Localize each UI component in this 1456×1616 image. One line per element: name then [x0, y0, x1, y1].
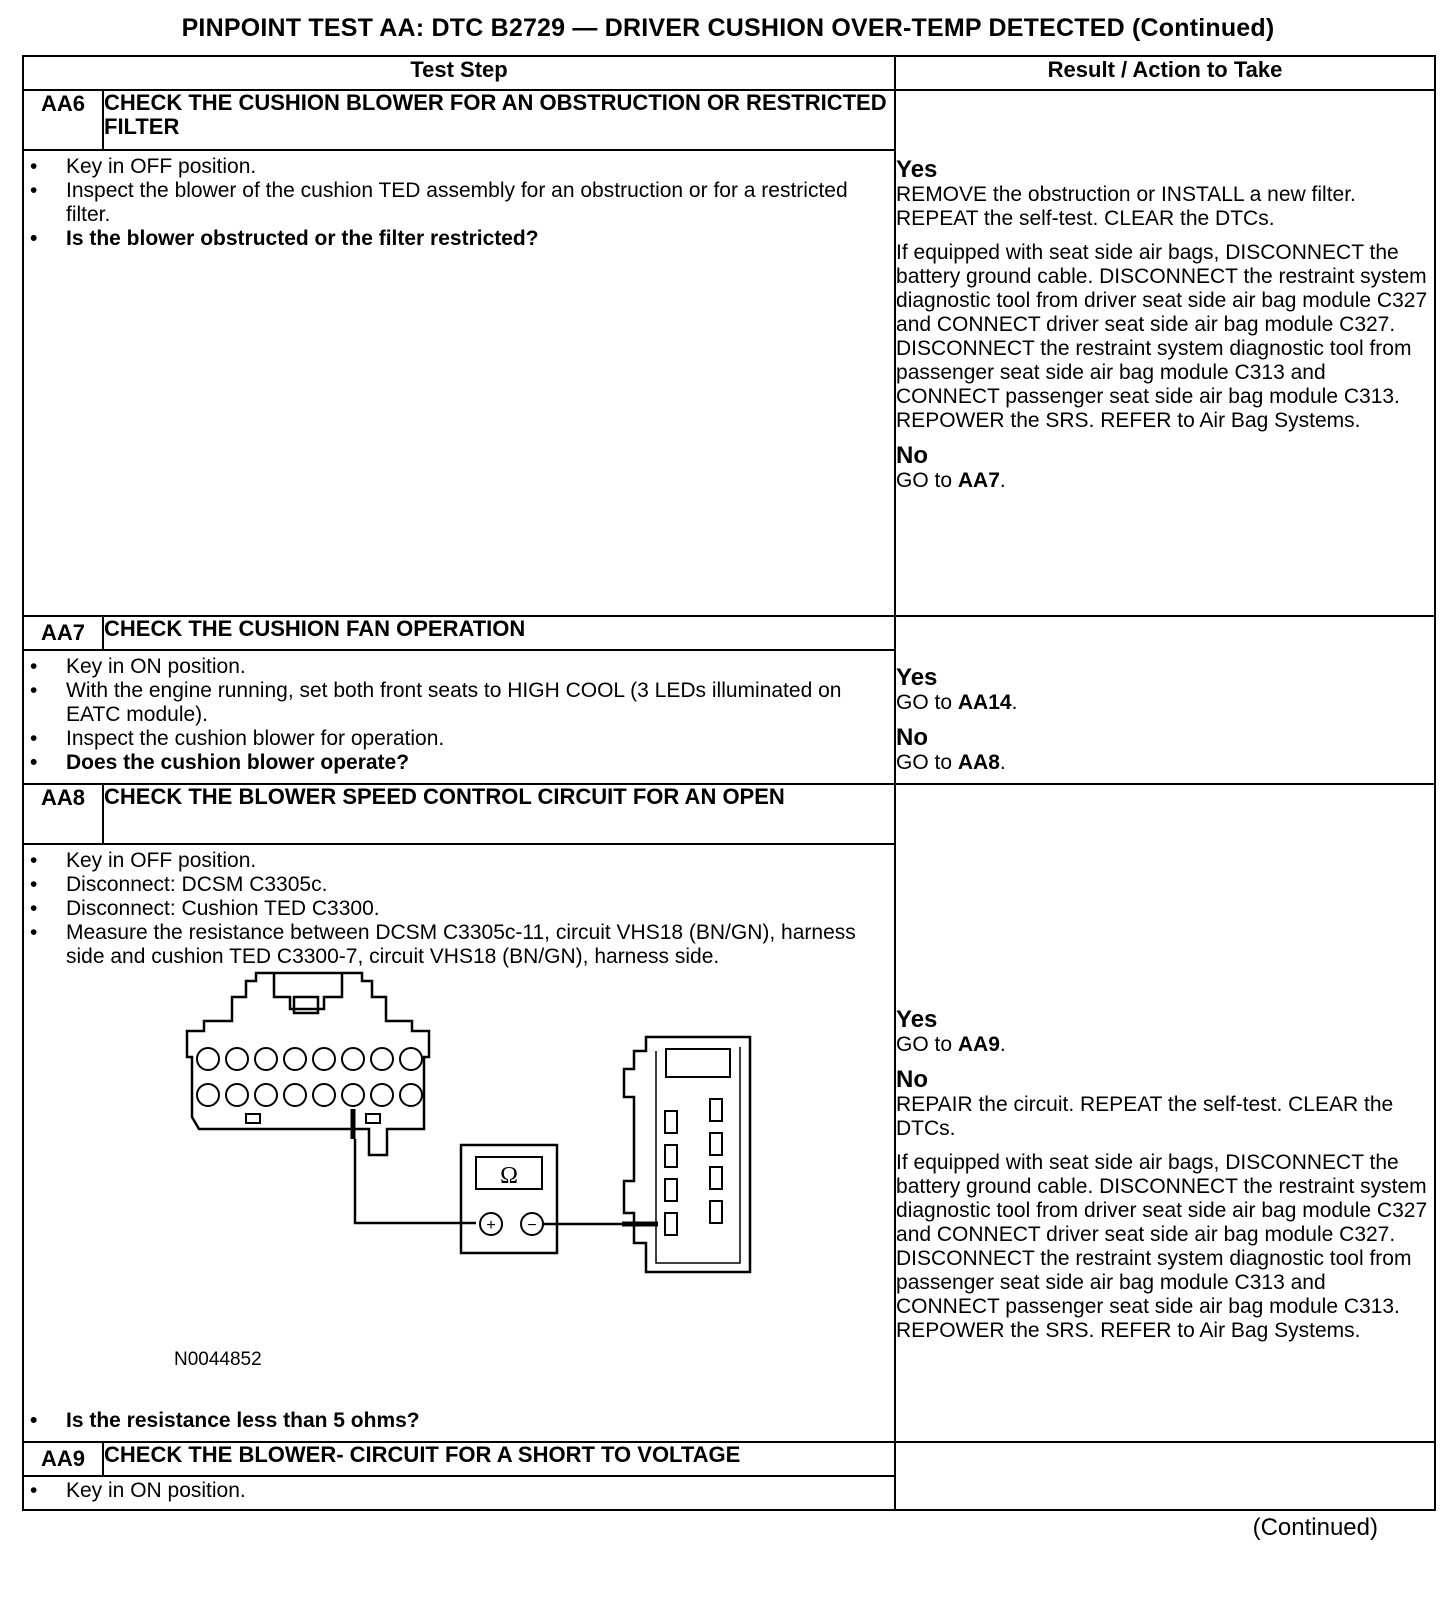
dcsm-latch-tab	[294, 997, 318, 1013]
step-title: CHECK THE BLOWER SPEED CONTROL CIRCUIT FOR AN OPEN	[103, 784, 895, 844]
list-item: • Key in ON position.	[24, 655, 894, 679]
result-yes-text	[896, 691, 1434, 715]
result-cell	[895, 784, 1435, 1442]
result-cell	[895, 90, 1435, 616]
step-bullet-list	[24, 1477, 894, 1503]
step-id: AA7	[23, 616, 103, 650]
step-bullet-list	[24, 651, 894, 775]
result-no-text	[896, 751, 1006, 774]
list-item: • Inspect the blower of the cushion TED assembly for an obstruction or for a restricted filter.	[24, 179, 894, 227]
result-no-note: If equipped with seat side air bags, DISCONNECT the battery ground cable. DISCONNECT the restraint system diagnostic tool from driver seat side air bag module C327 and CONNECT driver seat side air bag module C327. DISCONNECT the restraint system diagnostic tool from passenger seat side air bag module C313 and CONNECT passenger seat side air bag module C313. REPOWER the SRS. REFER to Air Bag Systems.	[896, 1151, 1428, 1342]
list-item: • Disconnect: Cushion TED C3300.	[24, 897, 894, 921]
page-title: PINPOINT TEST AA: DTC B2729 — DRIVER CUSHION OVER-TEMP DETECTED (Continued)	[181, 14, 1275, 42]
list-item: • Key in OFF position.	[24, 849, 894, 873]
result-yes-text	[896, 1033, 1434, 1057]
dcsm-pin-row-bottom	[197, 1084, 422, 1106]
result-no-label: No	[896, 442, 929, 469]
result-no-prefix: GO to	[896, 469, 958, 492]
connector-diagram-svg	[24, 969, 784, 1409]
step-bullet-list	[24, 1409, 894, 1433]
step-body	[23, 650, 895, 784]
result-no-text	[896, 469, 1006, 492]
test-lead-left	[355, 1139, 476, 1223]
result-no-text: REPAIR the circuit. REPEAT the self-test. CLEAR the DTCs.	[896, 1093, 1394, 1140]
step-title-row	[23, 616, 1435, 650]
result-yes-prefix: GO to	[896, 1033, 958, 1056]
step-id: AA8	[23, 784, 103, 844]
result-no-ref: AA7	[957, 469, 1000, 492]
step-title: CHECK THE BLOWER- CIRCUIT FOR A SHORT TO VOLTAGE	[103, 1442, 895, 1476]
step-title-row	[23, 1442, 1435, 1476]
step-title: CHECK THE CUSHION FAN OPERATION	[103, 616, 895, 650]
step-bullet-list	[24, 151, 894, 251]
ohmmeter	[461, 1145, 557, 1253]
list-item: • Key in ON position.	[24, 1479, 894, 1503]
list-item: • Measure the resistance between DCSM C3305c-11, circuit VHS18 (BN/GN), harness side and cushion TED C3300-7, circuit VHS18 (BN/GN), harness side.	[24, 921, 894, 969]
ted-connector-outline	[624, 1037, 750, 1272]
figure-code: N0044852	[174, 1349, 262, 1370]
result-no-label: No	[896, 724, 929, 751]
column-header-result: Result / Action to Take	[895, 56, 1435, 90]
step-title-row	[23, 90, 1435, 150]
column-header-test-step: Test Step	[23, 56, 895, 90]
connector-test-diagram	[24, 969, 784, 1409]
result-yes-text: REMOVE the obstruction or INSTALL a new filter. REPEAT the self-test. CLEAR the DTCs.	[896, 183, 1356, 230]
ted-latch-window	[666, 1049, 730, 1077]
dcsm-pin-row-top	[197, 1048, 422, 1070]
dcsm-latch	[274, 973, 342, 1009]
step-title: CHECK THE CUSHION BLOWER FOR AN OBSTRUCTION OR RESTRICTED FILTER	[103, 90, 895, 150]
list-item: • With the engine running, set both front seats to HIGH COOL (3 LEDs illuminated on EATC module).	[24, 679, 894, 727]
result-yes-label: Yes	[896, 664, 938, 691]
result-yes-ref: AA9	[957, 1033, 1000, 1056]
result-no-label: No	[896, 1066, 929, 1093]
result-yes-suffix: .	[1011, 691, 1018, 714]
step-title-row	[23, 784, 1435, 844]
result-cell	[895, 616, 1435, 784]
result-no-ref: AA8	[957, 751, 1000, 774]
ted-pin-column-left	[665, 1111, 677, 1235]
step-id: AA9	[23, 1442, 103, 1476]
result-yes-label: Yes	[896, 1006, 938, 1033]
table-header-row	[23, 56, 1435, 90]
step-question: • Is the resistance less than 5 ohms?	[24, 1409, 894, 1433]
step-question: • Is the blower obstructed or the filter restricted?	[24, 227, 894, 251]
step-question: • Does the cushion blower operate?	[24, 751, 894, 775]
result-yes-suffix: .	[999, 1033, 1006, 1056]
step-body	[23, 150, 895, 616]
list-item: • Inspect the cushion blower for operation.	[24, 727, 894, 751]
result-cell	[895, 1442, 1435, 1510]
meter-minus-label: −	[527, 1217, 537, 1234]
step-body	[23, 1476, 895, 1510]
continued-note: (Continued)	[1252, 1514, 1378, 1541]
list-item: • Disconnect: DCSM C3305c.	[24, 873, 894, 897]
result-no-suffix: .	[999, 469, 1006, 492]
step-body	[23, 844, 895, 1442]
result-yes-label: Yes	[896, 156, 938, 183]
step-bullet-list	[24, 845, 894, 969]
list-item: • Key in OFF position.	[24, 155, 894, 179]
result-no-prefix: GO to	[896, 751, 958, 774]
result-yes-note: If equipped with seat side air bags, DISCONNECT the battery ground cable. DISCONNECT the restraint system diagnostic tool from driver seat side air bag module C327 and CONNECT driver seat side air bag module C327. DISCONNECT the restraint system diagnostic tool from passenger seat side air bag module C313 and CONNECT passenger seat side air bag module C313. REPOWER the SRS. REFER to Air Bag Systems.	[896, 241, 1428, 432]
ted-pin-column-right	[710, 1099, 722, 1223]
ohm-symbol: Ω	[500, 1163, 518, 1189]
meter-plus-label: +	[486, 1217, 496, 1234]
pinpoint-test-table	[22, 55, 1436, 1511]
step-id: AA6	[23, 90, 103, 150]
result-yes-ref: AA14	[957, 691, 1012, 714]
result-no-suffix: .	[999, 751, 1006, 774]
result-yes-prefix: GO to	[896, 691, 958, 714]
